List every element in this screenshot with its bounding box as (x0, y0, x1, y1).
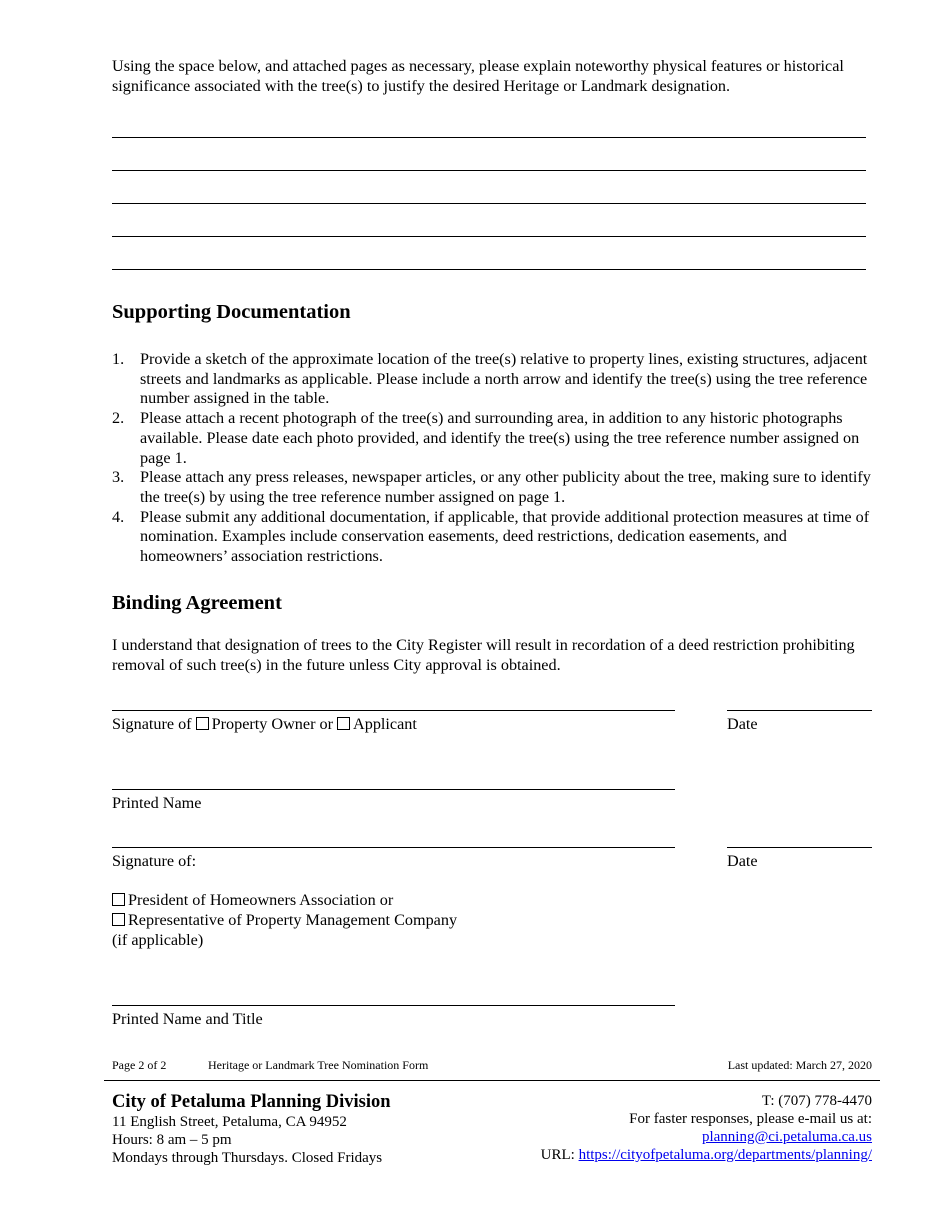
list-item-number: 2. (112, 409, 125, 428)
page-number: Page 2 of 2 (112, 1058, 167, 1072)
property-owner-checkbox[interactable] (196, 717, 209, 730)
writing-line[interactable] (112, 170, 866, 171)
list-item (112, 350, 872, 409)
org-phone: T: (707) 778-4470 (761, 1093, 872, 1109)
writing-line[interactable] (112, 269, 866, 270)
representative-option (112, 910, 457, 930)
hoa-date-line[interactable] (727, 847, 872, 848)
hoa-date-label: Date (727, 852, 758, 870)
list-item-text: Please submit any additional documentation, if applicable, that provide additional protection measures at time of nomination. Examples include conservation easements, deed restrictions, dedication easements, and homeowners’ association restrictions. (140, 507, 870, 566)
binding-paragraph: I understand that designation of trees to the City Register will result in recordation of a deed restriction prohibiting removal of such tree(s) in the future unless City approval is obtained. (112, 636, 855, 674)
owner-date-line[interactable] (727, 710, 872, 711)
writing-line[interactable] (112, 236, 866, 237)
president-label: President of Homeowners Association or (128, 891, 394, 909)
signature-of-text: Signature of (112, 715, 192, 733)
list-item (112, 409, 872, 468)
org-hours: Hours: 8 am – 5 pm (112, 1132, 232, 1148)
applicant-checkbox[interactable] (337, 717, 350, 730)
org-name: City of Petaluma Planning Division (112, 1092, 391, 1112)
form-name: Heritage or Landmark Tree Nomination Form (208, 1058, 429, 1072)
org-days: Mondays through Thursdays. Closed Fridays (112, 1150, 383, 1166)
representative-label: Representative of Property Management Company (128, 911, 458, 929)
supporting-list (112, 350, 872, 567)
owner-date-label: Date (727, 715, 758, 733)
if-applicable-note: (if applicable) (112, 931, 204, 949)
owner-signature-label (112, 714, 417, 734)
email-row (702, 1128, 872, 1146)
printed-name-line[interactable] (112, 789, 675, 790)
writing-line[interactable] (112, 203, 866, 204)
list-item (112, 468, 872, 507)
url-row (541, 1146, 872, 1164)
supporting-heading: Supporting Documentation (112, 301, 351, 323)
list-item-text: Please attach a recent photograph of the tree(s) and surrounding area, in addition to any historic photographs available. Please date each photo provided, and identify the tree(s) using the tree reference number assigned on page 1. (140, 409, 860, 467)
url-prefix: URL: (540, 1147, 575, 1163)
footer-divider (104, 1080, 880, 1081)
last-updated: Last updated: March 27, 2020 (727, 1058, 872, 1072)
hoa-signature-line[interactable] (112, 847, 675, 848)
list-item-number: 1. (112, 350, 125, 368)
list-item-number: 4. (112, 507, 125, 526)
hoa-signature-label: Signature of: (112, 852, 197, 870)
property-owner-label: Property Owner or (211, 715, 333, 733)
president-checkbox[interactable] (112, 893, 125, 906)
printed-name-title-line[interactable] (112, 1005, 675, 1006)
representative-checkbox[interactable] (112, 913, 125, 926)
printed-name-label: Printed Name (112, 794, 202, 812)
faster-response-note: For faster responses, please e-mail us at: (629, 1111, 872, 1127)
list-item-text: Please attach any press releases, newspaper articles, or any other publicity about the tree, making sure to identify the tree(s) by using the tree reference number assigned on page 1. (140, 468, 871, 506)
website-link[interactable]: https://cityofpetaluma.org/departments/planning/ (578, 1147, 872, 1163)
list-item-number: 3. (112, 468, 125, 487)
list-item-text: Provide a sketch of the approximate location of the tree(s) relative to property lines, existing structures, adjacent streets and landmarks as applicable. Please include a north arrow and identify the tree(s) using the tree reference number assigned in the table. (140, 350, 868, 408)
owner-signature-line[interactable] (112, 710, 675, 711)
binding-heading: Binding Agreement (112, 592, 282, 614)
email-link[interactable]: planning@ci.petaluma.ca.us (701, 1129, 872, 1145)
list-item (112, 508, 872, 567)
org-address: 11 English Street, Petaluma, CA 94952 (112, 1114, 347, 1130)
writing-line[interactable] (112, 137, 866, 138)
president-option (112, 890, 393, 910)
applicant-label: Applicant (353, 715, 417, 733)
printed-name-title-label: Printed Name and Title (112, 1010, 263, 1028)
intro-paragraph: Using the space below, and attached pages as necessary, please explain noteworthy physical features or historical significance associated with the tree(s) to justify the desired Heritage or Landmark designation. (112, 57, 844, 95)
